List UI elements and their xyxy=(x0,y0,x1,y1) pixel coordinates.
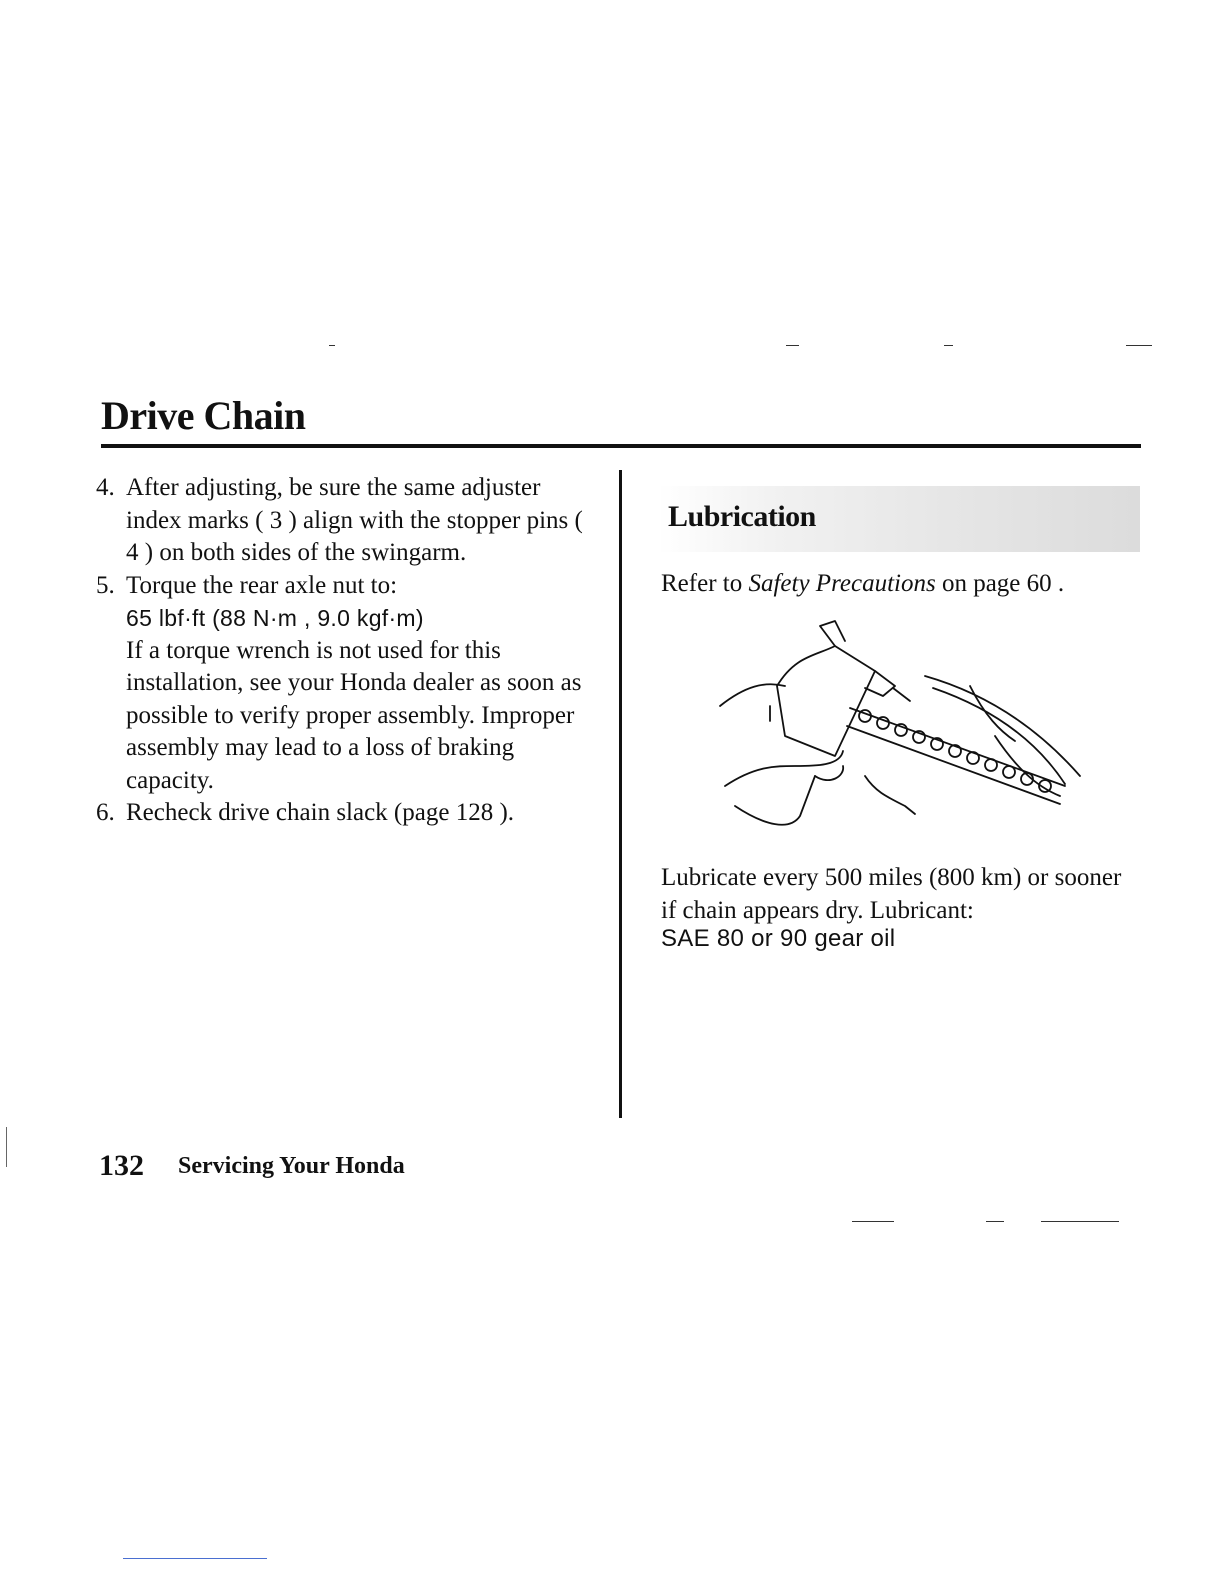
lubrication-instructions: Lubricate every 500 miles (800 km) or sooner if chain appears dry. Lubricant: xyxy=(661,864,1122,924)
scan-mark xyxy=(786,345,799,346)
step-text: Recheck drive chain slack (page 128 ). xyxy=(126,799,515,826)
refer-prefix: Refer to xyxy=(661,570,749,597)
step-6 xyxy=(96,797,596,830)
page-title: Drive Chain xyxy=(101,393,306,438)
lubricant-spec: SAE 80 or 90 gear oil xyxy=(661,925,896,952)
step-text: Torque the rear axle nut to: xyxy=(126,571,398,599)
column-divider xyxy=(619,470,622,1118)
section-title: Servicing Your Honda xyxy=(178,1153,405,1179)
scan-mark xyxy=(944,345,953,346)
scan-mark xyxy=(852,1221,894,1222)
step-note: If a torque wrench is not used for this installation, see your Honda dealer as soon as possible to verify proper assembly. Improper assembly may lead to a loss of braking capacity. xyxy=(126,636,582,794)
scan-mark xyxy=(986,1221,1004,1222)
title-rule xyxy=(101,444,1141,448)
step-text: After adjusting, be sure the same adjuster index marks ( 3 ) align with the stopper pins ( 4 ) on both sides of the swingarm. xyxy=(126,474,583,566)
scan-mark xyxy=(329,345,335,346)
safety-reference xyxy=(661,568,1064,600)
scan-mark xyxy=(1126,345,1152,346)
torque-spec: 65 lbf·ft (88 N·m , 9.0 kgf·m) xyxy=(126,605,424,631)
lubrication-title: Lubrication xyxy=(668,500,816,533)
step-4 xyxy=(96,472,596,570)
chain-icon xyxy=(847,708,1065,804)
chain-lubrication-illustration xyxy=(715,616,1085,836)
step-number: 6. xyxy=(96,799,115,826)
hand-icon xyxy=(720,684,843,825)
scan-mark xyxy=(1041,1221,1119,1222)
safety-precautions-link[interactable]: Safety Precautions xyxy=(748,570,936,597)
refer-suffix: on page 60 . xyxy=(935,570,1065,597)
scan-mark xyxy=(123,1558,267,1559)
steps-list xyxy=(96,472,596,830)
oil-can-icon xyxy=(777,621,910,756)
page-number: 132 xyxy=(99,1149,144,1182)
step-5 xyxy=(96,570,596,798)
step-number: 4. xyxy=(96,474,115,501)
step-number: 5. xyxy=(96,571,115,599)
scan-mark xyxy=(6,1127,7,1167)
